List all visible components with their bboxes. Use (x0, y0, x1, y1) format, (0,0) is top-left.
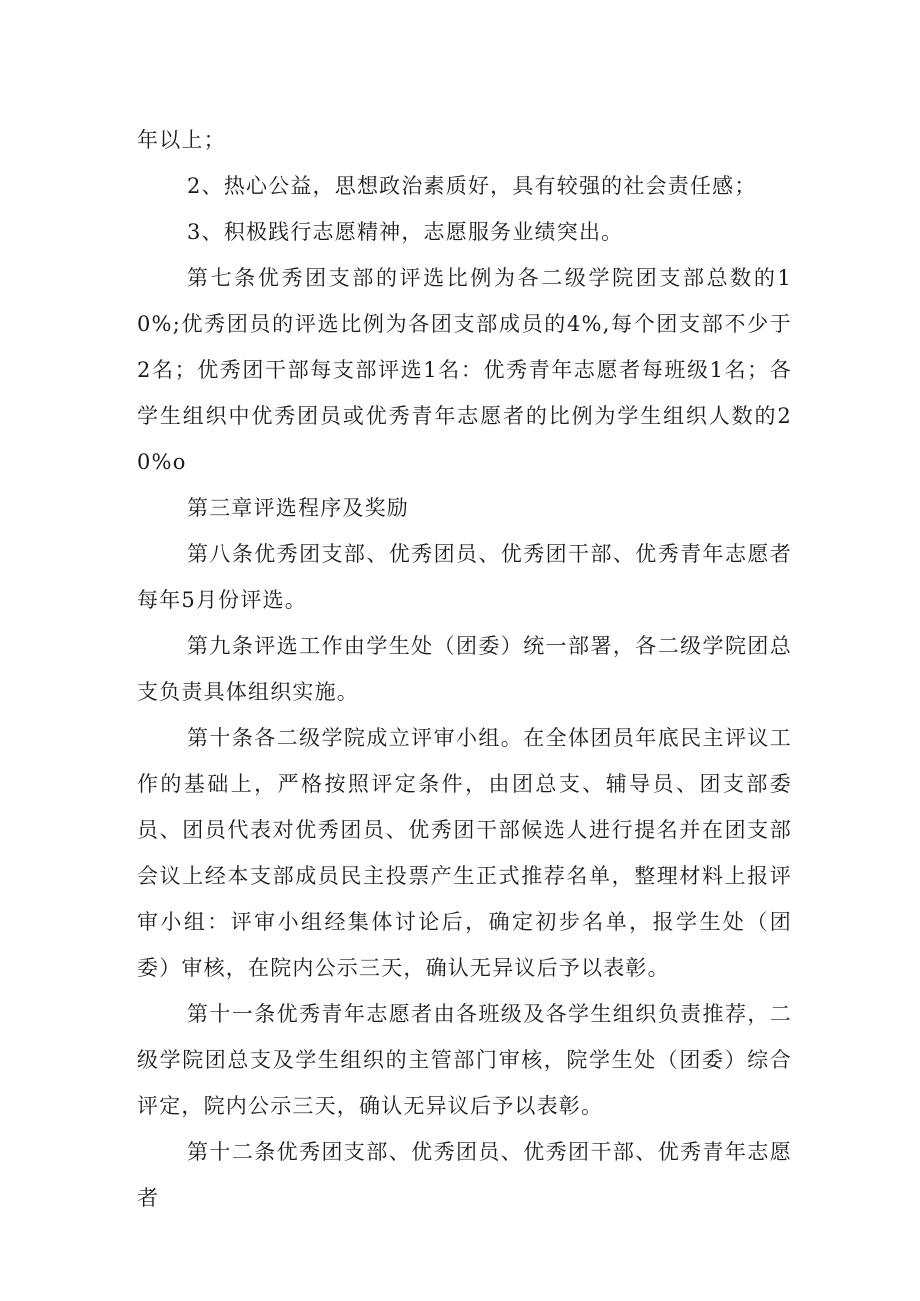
paragraph-article-8: 第八条优秀团支部、优秀团员、优秀团干部、优秀青年志愿者每年5月份评选。 (137, 542, 792, 612)
paragraph-criterion-3: 3、积极践行志愿精神，志愿服务业绩突出。 (187, 220, 624, 244)
paragraph-continuation: 年以上； (137, 128, 226, 152)
paragraph-article-7: 第七条优秀团支部的评选比例为各二级学院团支部总数的10%;优秀团员的评选比例为各团支部成员的4%,每个团支部不少于2名；优秀团干部每支部评选1名：优秀青年志愿者每班级1名；各学生组织中优秀团员或优秀青年志愿者的比例为学生组织人数的20%o (137, 266, 792, 474)
document-body (137, 117, 792, 1221)
paragraph-article-10: 第十条各二级学院成立评审小组。在全体团员年底民主评议工作的基础上，严格按照评定条件，由团总支、辅导员、团支部委员、团员代表对优秀团员、优秀团干部候选人进行提名并在团支部会议上经本支部成员民主投票产生正式推荐名单，整理材料上报评审小组：评审小组经集体讨论后，确定初步名单，报学生处（团委）审核，在院内公示三天，确认无异议后予以表彰。 (137, 726, 792, 980)
paragraph-article-12: 第十二条优秀团支部、优秀团员、优秀团干部、优秀青年志愿者 (137, 1140, 792, 1210)
paragraph-article-11: 第十一条优秀青年志愿者由各班级及各学生组织负责推荐，二级学院团总支及学生组织的主管部门审核，院学生处（团委）综合评定，院内公示三天，确认无异议后予以表彰。 (137, 1002, 792, 1118)
chapter-heading: 第三章评选程序及奖励 (187, 496, 409, 520)
paragraph-article-9: 第九条评选工作由学生处（团委）统一部署，各二级学院团总支负责具体组织实施。 (137, 634, 792, 704)
paragraph-criterion-2: 2、热心公益，思想政治素质好，具有较强的社会责任感； (187, 174, 757, 198)
